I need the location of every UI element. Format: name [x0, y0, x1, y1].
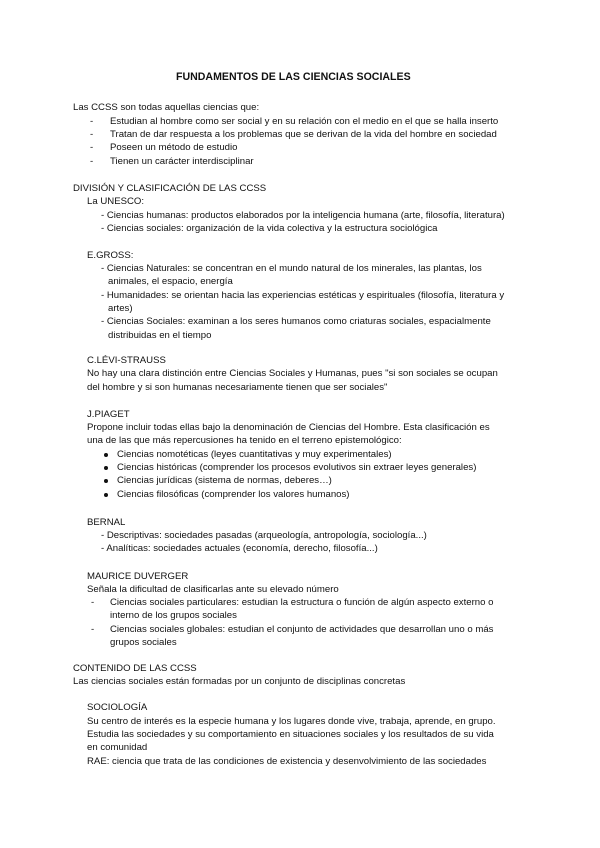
page-title: FUNDAMENTOS DE LAS CIENCIAS SOCIALES	[176, 71, 411, 83]
dash-marker: -	[90, 156, 94, 167]
piaget-line: Propone incluir todas ellas bajo la denominación de Ciencias del Hombre. Esta clasificación es	[87, 422, 490, 433]
section-heading-contenido: CONTENIDO DE LAS CCSS	[73, 663, 197, 674]
levi-line: del hombre y si son humanas necesariamente tienen que ser sociales"	[87, 382, 388, 393]
contenido-line: Las ciencias sociales están formadas por un conjunto de disciplinas concretas	[73, 676, 406, 687]
piaget-line: una de las que más repercusiones ha tenido en el terreno epistemológico:	[87, 435, 402, 446]
unesco-label: La UNESCO:	[87, 196, 145, 207]
gross-item: - Humanidades: se orientan hacia las experiencias estéticas y espirituales (filosofía, literatura y	[101, 290, 505, 301]
sociologia-label: SOCIOLOGÍA	[87, 702, 148, 713]
dash-marker: -	[90, 129, 94, 140]
section-heading-division: DIVISIÓN Y CLASIFICACIÓN DE LAS CCSS	[73, 183, 267, 194]
dash-marker: -	[91, 597, 95, 608]
dash-marker: -	[90, 142, 94, 153]
bullet-marker	[104, 479, 108, 483]
sociologia-line: Estudia las sociedades y su comportamiento en situaciones sociales y los resultados de su vida	[87, 729, 494, 740]
gross-item-continuation: distribuidas en el tiempo	[108, 330, 212, 341]
duverger-item-continuation: grupos sociales	[110, 637, 177, 648]
intro-item: Tienen un carácter interdisciplinar	[110, 156, 254, 167]
dash-marker: -	[91, 624, 95, 635]
bullet-marker	[104, 493, 108, 497]
levi-label: C.LÉVI-STRAUSS	[87, 355, 166, 366]
duverger-line: Señala la dificultad de clasificarlas ante su elevado número	[87, 584, 339, 595]
intro-text: Las CCSS son todas aquellas ciencias que:	[73, 102, 260, 113]
gross-label: E.GROSS:	[87, 250, 134, 261]
piaget-bullet: Ciencias nomotéticas (leyes cuantitativas y muy experimentales)	[117, 449, 392, 460]
duverger-item-continuation: interno de los grupos sociales	[110, 610, 237, 621]
bullet-marker	[104, 466, 108, 470]
sociologia-line: RAE: ciencia que trata de las condiciones de existencia y desenvolvimiento de las sociedades	[87, 756, 487, 767]
piaget-label: J.PIAGET	[87, 409, 130, 420]
duverger-item: Ciencias sociales particulares: estudian la estructura o función de algún aspecto externo o	[110, 597, 494, 608]
piaget-bullet: Ciencias filosóficas (comprender los valores humanos)	[117, 489, 350, 500]
dash-marker: -	[90, 116, 94, 127]
gross-item: - Ciencias Naturales: se concentran en el mundo natural de los minerales, las plantas, los	[101, 263, 482, 274]
gross-item: - Ciencias Sociales: examinan a los seres humanos como criaturas sociales, espacialmente	[101, 316, 491, 327]
sociologia-line: Su centro de interés es la especie humana y los lugares donde vive, trabaja, aprende, en grupo.	[87, 716, 496, 727]
unesco-item: - Ciencias humanas: productos elaborados por la inteligencia humana (arte, filosofía, literatura)	[101, 210, 505, 221]
levi-line: No hay una clara distinción entre Ciencias Sociales y Humanas, pues "si son sociales se ocupan	[87, 368, 498, 379]
bullet-marker	[104, 453, 108, 457]
intro-item: Poseen un método de estudio	[110, 142, 238, 153]
piaget-bullet: Ciencias jurídicas (sistema de normas, deberes…)	[117, 475, 332, 486]
sociologia-line: en comunidad	[87, 742, 148, 753]
bernal-label: BERNAL	[87, 517, 126, 528]
duverger-label: MAURICE DUVERGER	[87, 571, 189, 582]
gross-item-continuation: animales, el espacio, energía	[108, 276, 233, 287]
intro-item: Estudian al hombre como ser social y en su relación con el medio en el que se halla inserto	[110, 116, 499, 127]
bernal-item: - Analíticas: sociedades actuales (economía, derecho, filosofía...)	[101, 543, 378, 554]
unesco-item: - Ciencias sociales: organización de la vida colectiva y la estructura sociológica	[101, 223, 438, 234]
duverger-item: Ciencias sociales globales: estudian el conjunto de actividades que desarrollan uno o más	[110, 624, 494, 635]
piaget-bullet: Ciencias históricas (comprender los procesos evolutivos sin extraer leyes generales)	[117, 462, 477, 473]
bernal-item: - Descriptivas: sociedades pasadas (arqueología, antropología, sociología...)	[101, 530, 427, 541]
intro-item: Tratan de dar respuesta a los problemas que se derivan de la vida del hombre en sociedad	[110, 129, 497, 140]
gross-item-continuation: artes)	[108, 303, 133, 314]
